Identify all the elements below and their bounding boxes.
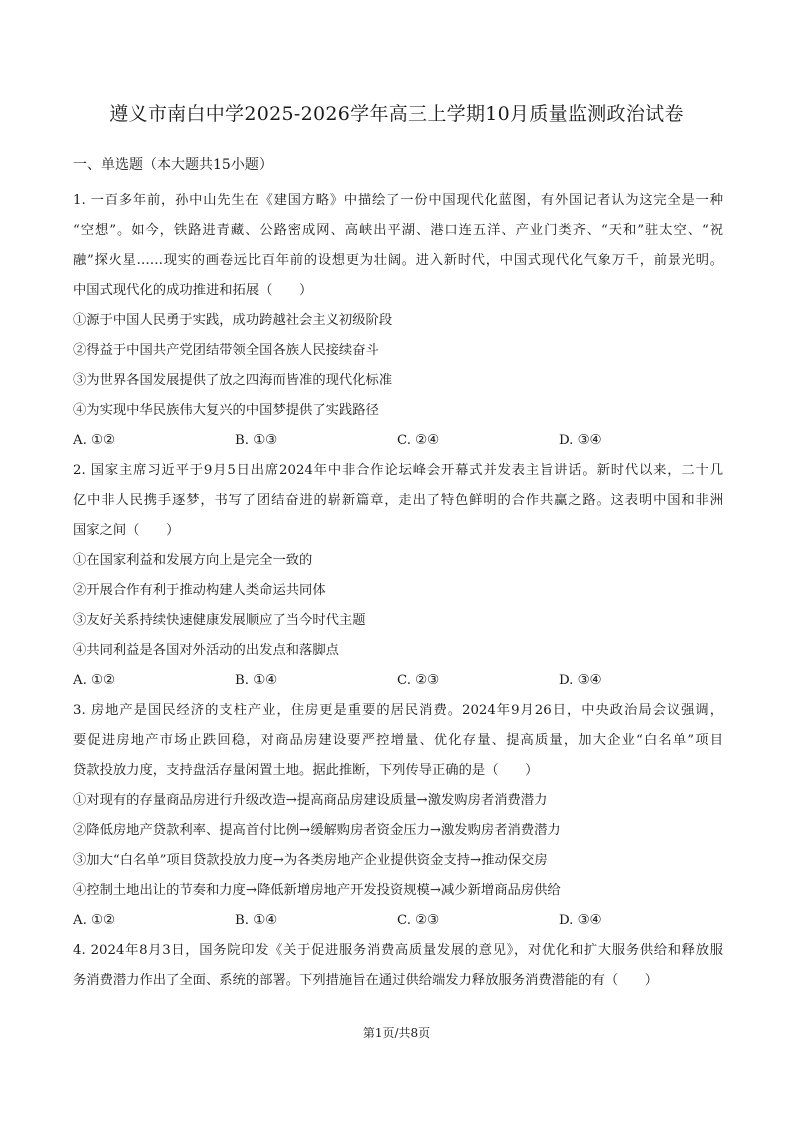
question-4	[73, 936, 723, 996]
option-a: A. ①②	[73, 433, 115, 448]
statement: ①对现有的存量商品房进行升级改造→提高商品房建设质量→激发购房者消费潜力	[73, 793, 548, 808]
option-a: A. ①②	[73, 673, 115, 688]
statement: ①源于中国人民勇于实践，成功跨越社会主义初级阶段	[73, 313, 393, 328]
questions-container	[73, 186, 723, 996]
question-text-line: 中国式现代化的成功推进和拓展（ ）	[73, 283, 313, 298]
statement: ①在国家利益和发展方向上是完全一致的	[73, 553, 313, 568]
question-text-line: 贷款投放力度，支持盘活存量闲置土地。据此推断，下列传导正确的是（ ）	[73, 763, 539, 778]
question-text-line: 2. 国家主席习近平于9月5日出席2024年中非合作论坛峰会开幕式并发表主旨讲话。新时代以来，二十几	[73, 463, 723, 478]
option-c: C. ②③	[397, 673, 439, 688]
question-2	[73, 456, 723, 696]
option-d: D. ③④	[559, 913, 602, 928]
statement: ③友好关系持续快速健康发展顺应了当今时代主题	[73, 613, 366, 628]
page-title: 遵义市南白中学2025-2026学年高三上学期10月质量监测政治试卷	[109, 103, 684, 125]
statement: ④为实现中华民族伟大复兴的中国梦提供了实践路径	[73, 403, 379, 418]
question-text-line: 1. 一百多年前，孙中山先生在《建国方略》中描绘了一份中国现代化蓝图，有外国记者认为这完全是一种	[73, 193, 723, 208]
answer-options	[73, 666, 723, 696]
question-text-line: 国家之间（ ）	[73, 523, 180, 538]
option-b: B. ①④	[235, 673, 278, 688]
statement: ②降低房地产贷款利率、提高首付比例→缓解购房者资金压力→激发购房者消费潜力	[73, 823, 561, 838]
page-footer: 第1页/共8页	[362, 1026, 431, 1040]
option-a: A. ①②	[73, 913, 115, 928]
question-text-line: 3. 房地产是国民经济的支柱产业，住房更是重要的居民消费。2024年9月26日，中央政治局会议强调，	[73, 703, 723, 718]
question-3	[73, 696, 723, 936]
question-text-line: 要促进房地产市场止跌回稳，对商品房建设要严控增量、优化存量、提高质量，加大企业“白名单”项目	[73, 733, 723, 748]
option-b: B. ①③	[235, 433, 278, 448]
question-text-line: “空想”。如今，铁路进青藏、公路密成网、高峡出平湖、港口连五洋、产业门类齐、“天和”驻太空、“祝	[73, 223, 723, 238]
question-1	[73, 186, 723, 456]
option-d: D. ③④	[559, 673, 602, 688]
option-c: C. ②③	[397, 913, 439, 928]
statement: ③为世界各国发展提供了放之四海而皆准的现代化标准	[73, 373, 393, 388]
question-text-line: 4. 2024年8月3日，国务院印发《关于促进服务消费高质量发展的意见》，对优化和扩大服务供给和释放服	[73, 943, 723, 958]
question-text-line: 亿中非人民携手逐梦，书写了团结奋进的崭新篇章，走出了特色鲜明的合作共赢之路。这表明中国和非洲	[73, 493, 723, 508]
section-heading: 一、单选题（本大题共15小题）	[73, 157, 273, 173]
statement: ④控制土地出让的节奏和力度→降低新增房地产开发投资规模→减少新增商品房供给	[73, 883, 561, 898]
statement: ②得益于中国共产党团结带领全国各族人民接续奋斗	[73, 343, 379, 358]
statement: ②开展合作有利于推动构建人类命运共同体	[73, 583, 326, 598]
question-text-line: 务消费潜力作出了全面、系统的部署。下列措施旨在通过供给端发力释放服务消费潜能的有（ ）	[73, 973, 659, 988]
option-c: C. ②④	[397, 433, 439, 448]
question-text-line: 融”探火星……现实的画卷远比百年前的设想更为壮阔。进入新时代，中国式现代化气象万千，前景光明。	[73, 253, 723, 268]
statement: ③加大“白名单”项目贷款投放力度→为各类房地产企业提供资金支持→推动保交房	[73, 853, 548, 868]
option-b: B. ①④	[235, 913, 278, 928]
option-d: D. ③④	[559, 433, 602, 448]
statement: ④共同利益是各国对外活动的出发点和落脚点	[73, 643, 339, 658]
answer-options	[73, 426, 723, 456]
answer-options	[73, 906, 723, 936]
